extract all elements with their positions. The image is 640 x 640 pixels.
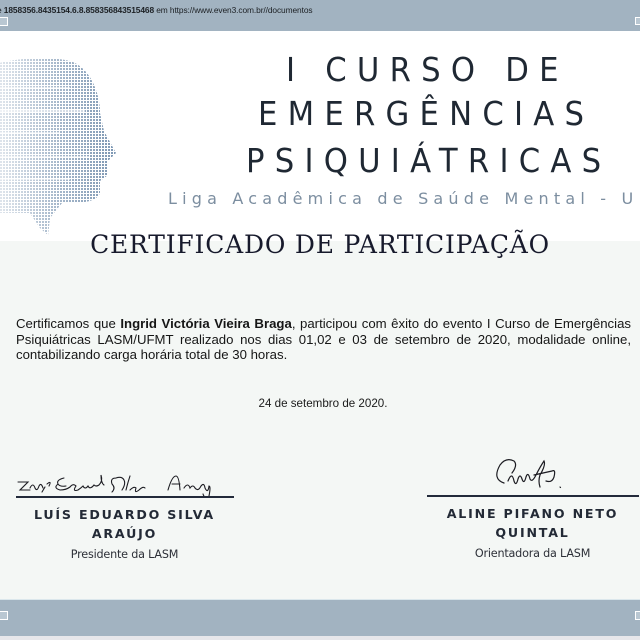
signer-name-line-2: ARAÚJO (91, 526, 158, 541)
signature-block-advisor (420, 455, 640, 560)
bottom-edge (0, 636, 640, 640)
doc-prefix (0, 5, 2, 15)
body-rest: , participou com êxito do evento I Curso de Emergências Psiquiátricas LASM/UFMT realizado nos dias 01,02 e 03 de setembro de 2020, modalidade online, contabilizando carga horária total de 30 horas. (16, 316, 632, 362)
doc-url-text[interactable]: em https://www.even3.com.br//documentos (156, 5, 313, 15)
signer-name-line-2: QUINTAL (495, 525, 570, 540)
signature-block-president (12, 470, 237, 561)
viewer-bottom-bar (0, 599, 640, 636)
page-menu-icon[interactable] (0, 611, 8, 620)
participant-name: Ingrid Victória Vieira Braga (120, 316, 292, 331)
signer-name (420, 504, 640, 542)
course-title-line-1: I CURSO DE (286, 50, 569, 89)
signature-line (427, 495, 639, 497)
issue-date: 24 de setembro de 2020. (258, 397, 388, 410)
signer-name-line-1: ALINE PIFANO NETO (446, 506, 619, 521)
organization-subtitle: Liga Acadêmica de Saúde Mental - U (168, 189, 639, 208)
handwritten-signature-icon (420, 455, 640, 495)
signer-name (12, 505, 237, 543)
page-control-icon[interactable] (635, 611, 640, 620)
page-menu-icon[interactable] (0, 17, 8, 26)
body-intro: Certificamos que (16, 316, 121, 331)
viewer-top-bar (0, 0, 640, 31)
certificate-title: CERTIFICADO DE PARTICIPAÇÃO (90, 230, 550, 259)
certificate-body (16, 316, 631, 363)
page-control-icon[interactable] (635, 17, 640, 25)
handwritten-signature-icon (12, 470, 237, 496)
course-title-line-3: PSIQUIÁTRICAS (246, 141, 612, 180)
human-head-profile-icon (0, 53, 120, 238)
course-title-line-2: EMERGÊNCIAS (258, 94, 595, 133)
signature-line (16, 496, 234, 498)
document-verification-code (0, 5, 312, 15)
certificate-banner (0, 31, 640, 241)
signer-name-line-1: LUÍS EDUARDO SILVA (34, 507, 215, 522)
doc-code: 1858356.8435154.6.8.858356843515468 (3, 5, 154, 15)
signer-role: Orientadora da LASM (474, 547, 591, 560)
signer-role: Presidente da LASM (70, 548, 179, 561)
